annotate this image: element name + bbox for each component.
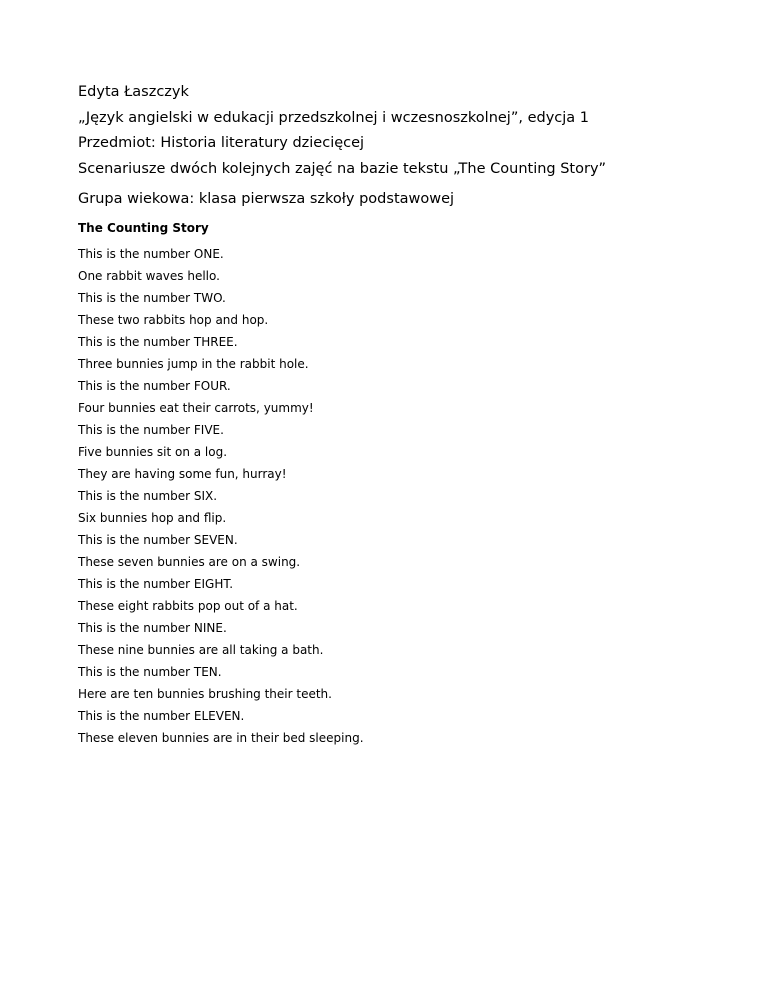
author-name: Edyta Łaszczyk <box>78 84 189 100</box>
story-line: This is the number SIX. <box>78 489 218 503</box>
story-line: This is the number EIGHT. <box>78 577 234 591</box>
story-line: They are having some fun, hurray! <box>78 467 287 481</box>
story-line: One rabbit waves hello. <box>78 269 220 283</box>
story-line: This is the number ONE. <box>78 247 224 261</box>
story-lines <box>78 246 364 752</box>
story-line: Five bunnies sit on a log. <box>78 445 228 459</box>
story-line: This is the number FIVE. <box>78 423 224 437</box>
scenario-line: Scenariusze dwóch kolejnych zajęć na bazie tekstu „The Counting Story” <box>78 161 607 177</box>
story-line: This is the number SEVEN. <box>78 533 238 547</box>
age-group-line: Grupa wiekowa: klasa pierwsza szkoły podstawowej <box>78 191 455 207</box>
story-line: Three bunnies jump in the rabbit hole. <box>78 357 309 371</box>
story-line: This is the number TEN. <box>78 665 222 679</box>
story-line: These nine bunnies are all taking a bath. <box>78 643 324 657</box>
subject-line: Przedmiot: Historia literatury dziecięcej <box>78 135 365 151</box>
story-line: These eleven bunnies are in their bed sleeping. <box>78 731 364 745</box>
course-title: „Język angielski w edukacji przedszkolnej i wczesnoszkolnej”, edycja 1 <box>78 110 589 126</box>
story-line: These two rabbits hop and hop. <box>78 313 269 327</box>
story-title: The Counting Story <box>78 221 209 235</box>
story-line: Four bunnies eat their carrots, yummy! <box>78 401 314 415</box>
story-line: This is the number ELEVEN. <box>78 709 245 723</box>
story-line: This is the number FOUR. <box>78 379 231 393</box>
story-line: These seven bunnies are on a swing. <box>78 555 301 569</box>
story-line: These eight rabbits pop out of a hat. <box>78 599 298 613</box>
story-line: This is the number THREE. <box>78 335 238 349</box>
story-line: Here are ten bunnies brushing their teeth. <box>78 687 332 701</box>
story-line: This is the number TWO. <box>78 291 226 305</box>
story-line: Six bunnies hop and flip. <box>78 511 227 525</box>
story-line: This is the number NINE. <box>78 621 227 635</box>
